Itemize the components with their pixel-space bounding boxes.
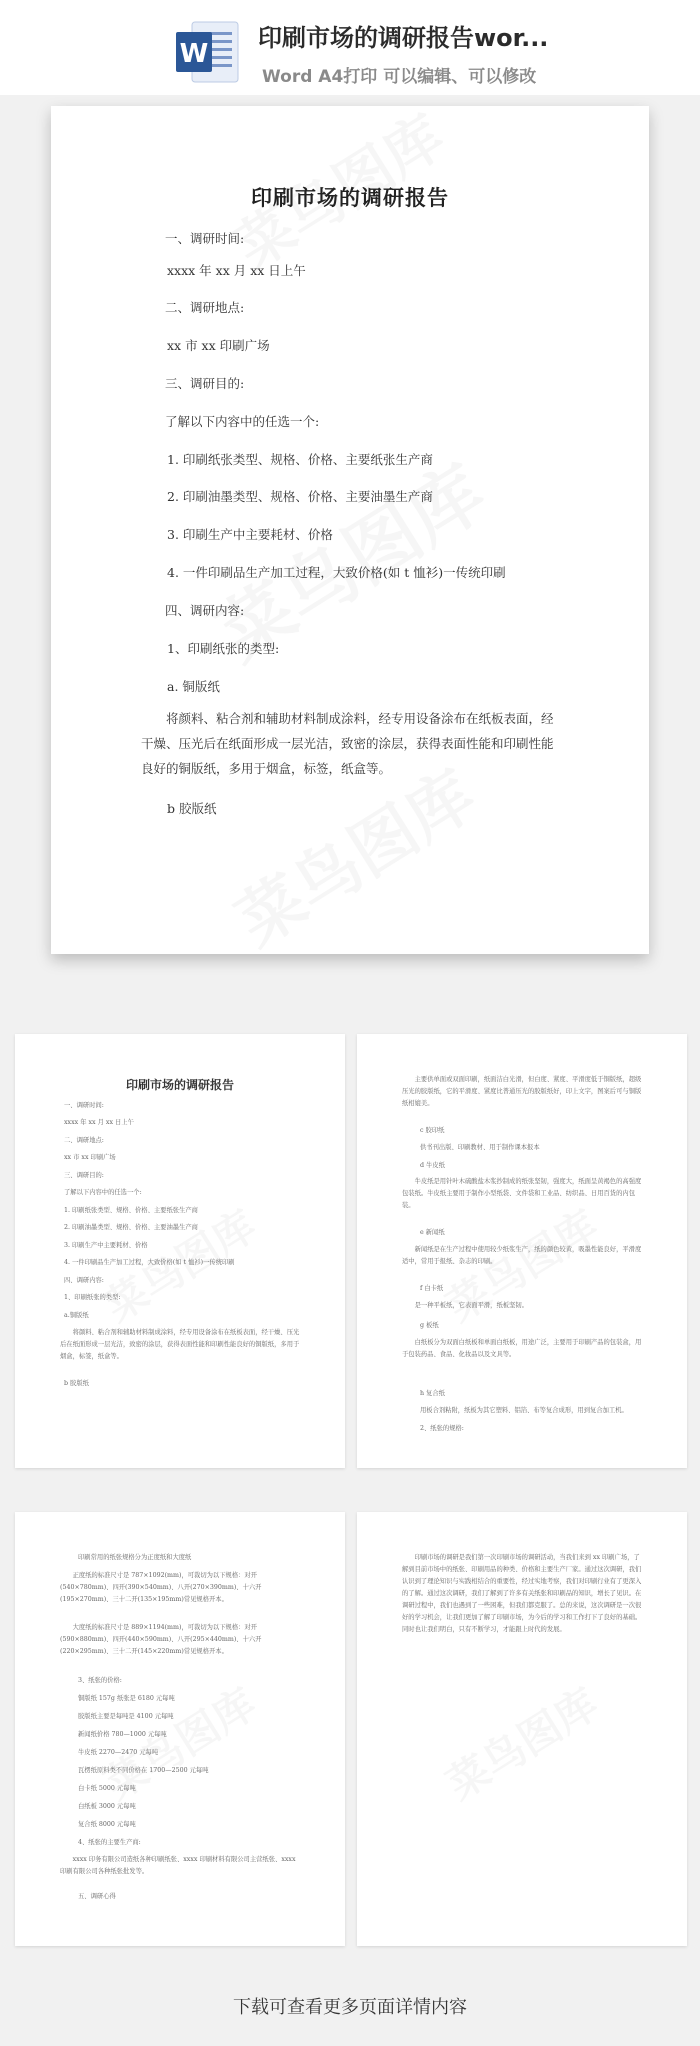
- thumb-line: 供书刊出版、印刷教材、用于制作课本报本: [420, 1144, 540, 1151]
- thumb-line: xx 市 xx 印刷广场: [64, 1154, 116, 1161]
- doc-line: 4. 一件印刷品生产加工过程，大致价格(如 t 恤衫)一传统印刷: [167, 565, 506, 580]
- thumb-line: d 牛皮纸: [420, 1162, 445, 1169]
- thumb-line: c 胶印纸: [420, 1127, 445, 1134]
- thumb-line: 牛皮纸 2270—2470 元每吨: [78, 1749, 159, 1756]
- thumb-line: xxxx 年 xx 月 xx 日上午: [64, 1119, 134, 1126]
- page-thumbnail-3[interactable]: [15, 1512, 345, 1946]
- page-title: 印刷市场的调研报告wor...: [258, 24, 549, 52]
- doc-line: 2. 印刷油墨类型、规格、价格、主要油墨生产商: [167, 489, 433, 504]
- thumb-line: 印刷常用的纸张规格分为正度纸和大度纸: [78, 1554, 192, 1561]
- doc-line: a. 铜版纸: [167, 679, 220, 694]
- watermark: [434, 1672, 608, 1812]
- doc-line: xx 市 xx 印刷广场: [167, 338, 270, 353]
- thumb-paragraph: 主要供单面或双面印刷，纸面洁白光滑，但白度、紧度、平滑度低于铜版纸，超级压光的胶版纸，它的平滑度、紧度比普通压光的胶版纸好，印上文字，图案后可与铜版纸相媲美。: [402, 1076, 642, 1107]
- thumb-paragraph: 牛皮纸是用针叶木硫酸盐木浆抄制成的纸张坚韧，强度大，纸面呈黄褐色的高强度包装纸。牛皮纸主要用于制作小型纸袋、文件袋和工业品、纺织品、日用百货的内包装。: [402, 1178, 642, 1209]
- thumb-line: 一、调研时间:: [64, 1102, 104, 1109]
- thumb-line: 4. 一件印刷品生产加工过程，大致价格(如 t 恤衫)一传统印刷: [64, 1259, 235, 1266]
- thumb-line: 2. 印刷油墨类型、规格、价格、主要油墨生产商: [64, 1224, 198, 1231]
- document-preview-page[interactable]: [51, 106, 649, 954]
- doc-line: 1. 印刷纸张类型、规格、价格、主要纸张生产商: [167, 452, 433, 467]
- thumb-line: 胶版纸主要是每吨是 4100 元每吨: [78, 1713, 174, 1720]
- svg-text:W: W: [179, 39, 209, 69]
- thumb-line: h 复合纸: [420, 1390, 445, 1397]
- thumb-line: 1. 印刷纸张类型、规格、价格、主要纸张生产商: [64, 1207, 198, 1214]
- thumb-line: 三、调研目的:: [64, 1172, 104, 1179]
- thumb-line: a.铜版纸: [64, 1312, 89, 1319]
- doc-line: b 胶版纸: [167, 801, 217, 816]
- thumb-line: 铜版纸 157g 纸张是 6180 元每吨: [78, 1695, 175, 1702]
- thumb-line: 白纸板 3000 元每吨: [78, 1803, 136, 1810]
- doc-line: 二、调研地点:: [165, 300, 245, 315]
- page-subtitle: Word A4打印 可以编辑、可以修改: [262, 67, 537, 87]
- thumb-line: 2、纸张的规格:: [420, 1425, 464, 1432]
- doc-line: 四、调研内容:: [165, 603, 245, 618]
- document-title: 印刷市场的调研报告: [251, 185, 449, 210]
- doc-line: xxxx 年 xx 月 xx 日上午: [167, 263, 306, 278]
- thumb-line: 瓦楞纸原料类不同价格在 1700—2500 元每吨: [78, 1767, 209, 1774]
- doc-line: 了解以下内容中的任选一个:: [165, 414, 320, 429]
- thumb-line: 3. 印刷生产中主要耗材、价格: [64, 1242, 148, 1249]
- thumb-paragraph: 正度纸的标准尺寸是 787×1092(mm)，可裁切为以下规格：对开(540×780mm)、四开(390×540mm)、八开(270×390mm)、十六开(195×270mm)、三十二开(135×195mm)常见规格开本。: [60, 1572, 262, 1603]
- thumb-line: 四、调研内容:: [64, 1277, 104, 1284]
- thumb-title: 印刷市场的调研报告: [125, 1078, 234, 1092]
- thumb-paragraph: 将颜料、粘合剂和辅助材料制成涂料，经专用设备涂布在纸板表面，经干燥、压光后在纸面形成一层光洁，致密的涂层，获得表面性能和印刷性能良好的铜版纸，多用于烟盒，标签，纸盒等。: [60, 1329, 300, 1360]
- thumb-line: g 板纸: [420, 1322, 439, 1329]
- thumb-line: 1、印刷纸张的类型:: [64, 1294, 121, 1301]
- thumb-line: f 白卡纸: [420, 1285, 444, 1292]
- thumb-paragraph: 印刷市场的调研是我们第一次印刷市场的调研活动，当我们来到 xx 印刷广场，了解到目前市场中的纸张、印刷用品的种类、价格和主要生产厂家。通过这次调研，我们认识到了理论知识与实践相结合的重要性，经过实地考察，我们对印刷行业有了更深入的了解。通过这次调研，我们了解到了许多有关纸张和印刷品的知识，增长了见识。在调研过程中，我们也遇到了一些困难，但我们都克服了。总的来说，这次调研是一次很好的学习机会，让我们更加了解了印刷市场，为今后的学习和工作打下了良好的基础。同时也让我们明白，只有不断学习，才能跟上时代的发展。: [402, 1554, 642, 1633]
- thumb-paragraph: 是一种平板纸，它表面平滑，纸板坚韧。: [414, 1302, 528, 1309]
- doc-line: 一、调研时间:: [165, 231, 245, 246]
- thumb-line: 五、调研心得: [78, 1893, 116, 1900]
- thumb-paragraph: xxxx 印务有限公司造纸各种印刷纸张、xxxx 印刷材料有限公司主营纸张、xxxx 印刷有限公司各种纸张批发等。: [60, 1856, 296, 1875]
- thumb-line: 二、调研地点:: [64, 1137, 104, 1144]
- thumb-paragraph: 大度纸的标准尺寸是 889×1194(mm)，可裁切为以下规格：对开(590×880mm)、四开(440×590mm)、八开(295×440mm)、十六开(220×295mm)、三十二开(145×220mm)常见规格开本。: [60, 1624, 262, 1655]
- download-more-link[interactable]: 下载可查看更多页面详情内容: [233, 1997, 467, 2018]
- doc-line: 1、印刷纸张的类型:: [167, 641, 280, 656]
- doc-paragraph: 将颜料、粘合剂和辅助材料制成涂料，经专用设备涂布在纸板表面，经干燥、压光后在纸面形成一层光洁，致密的涂层，获得表面性能和印刷性能良好的铜版纸，多用于烟盒，标签，纸盒等。: [141, 711, 554, 776]
- doc-line: 三、调研目的:: [165, 376, 245, 391]
- word-icon: [174, 18, 242, 86]
- header-bar: [0, 0, 700, 95]
- thumb-line: 白卡纸 5000 元每吨: [78, 1785, 136, 1792]
- thumb-line: 4、纸张的主要生产商:: [78, 1839, 141, 1846]
- thumb-line: 复合纸 8000 元每吨: [78, 1821, 136, 1828]
- thumb-line: 了解以下内容中的任选一个:: [64, 1189, 142, 1196]
- thumb-line: e 新闻纸: [420, 1229, 445, 1236]
- thumb-line: 新闻纸价格 780—1000 元每吨: [78, 1731, 167, 1738]
- doc-line: 3. 印刷生产中主要耗材、价格: [167, 527, 333, 542]
- thumb-line: 3、纸张的价格:: [78, 1677, 122, 1684]
- page-thumbnail-2[interactable]: [357, 1034, 687, 1468]
- page-thumbnail-1[interactable]: [15, 1034, 345, 1468]
- thumb-line: 用板合剂粘附，纸板为其它塑料、铝箔、布等复合成形，用到复合加工机。: [420, 1407, 628, 1414]
- page-thumbnail-4[interactable]: [357, 1512, 687, 1946]
- thumb-paragraph: 白纸板分为双面白纸板和单面白纸板，用途广泛，主要用于印刷产品的包装盒，用于包装药品、食品、化妆品以及文具等。: [402, 1339, 642, 1358]
- thumb-line: b 胶版纸: [64, 1380, 89, 1387]
- thumb-paragraph: 新闻纸是在生产过程中使用较少纸浆生产，纸的颜色较黄，吸墨性能良好，平滑度适中，常用于报纸、杂志的印刷。: [402, 1246, 642, 1265]
